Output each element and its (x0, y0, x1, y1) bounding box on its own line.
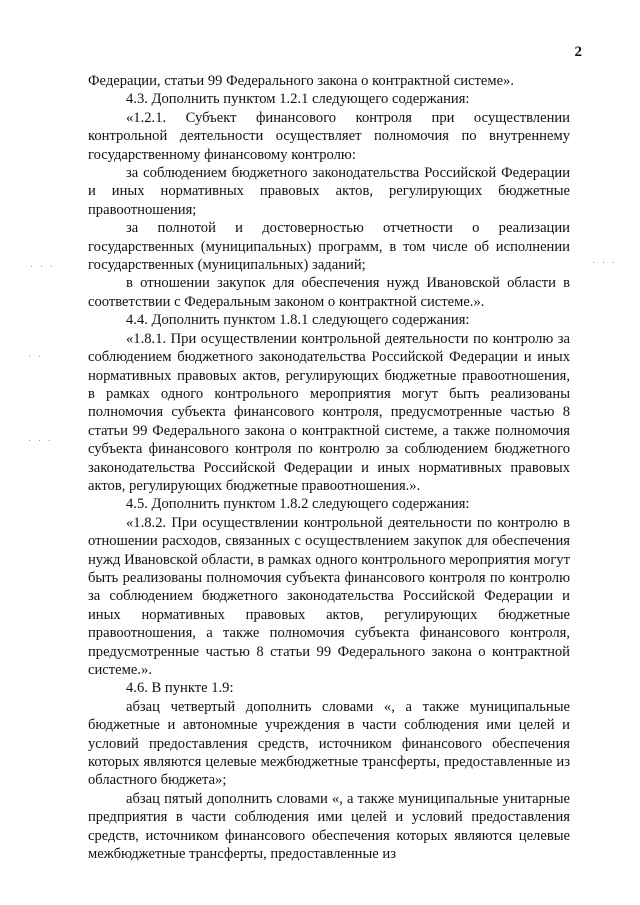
paragraph-13: абзац пятый дополнить словами «, а также муниципальные унитарные предприятия в части соблюдения ими целей и условий предоставления средств, источником финансового обеспечения которых являются целевые межбюджетные трансферты, предоставленные из (88, 790, 570, 863)
scan-speck: · · · (30, 262, 55, 273)
document-body (88, 72, 570, 863)
paragraph-5: за полнотой и достоверностью отчетности о реализации государственных (муниципальных) программ, в том числе об исполнении государственных (муниципальных) заданий; (88, 220, 570, 274)
scan-speck: · · · (28, 436, 53, 447)
paragraph-7: 4.4. Дополнить пунктом 1.8.1 следующего содержания: (126, 312, 470, 329)
paragraph-1: Федерации, статьи 99 Федерального закона о контрактной системе». (88, 73, 514, 89)
paragraph-9: 4.5. Дополнить пунктом 1.8.2 следующего содержания: (126, 496, 470, 513)
paragraph-6: в отношении закупок для обеспечения нужд Ивановской области в соответствии с Федеральным законом о контрактной системе.». (88, 275, 570, 310)
page-number: 2 (574, 44, 582, 60)
paragraph-3: «1.2.1. Субъект финансового контроля при осуществлении контрольной деятельности осуществляет полномочия по внутреннему государственному финансовому контролю: (88, 109, 570, 163)
paragraph-10: «1.8.2. При осуществлении контрольной деятельности по контролю в отношении расходов, связанных с осуществлением закупок для обеспечения нужд Ивановской области, в рамках одного контрольного мероприятия могут быть реализованы полномочия субъекта финансового контроля по контролю за соблюдением бюджетного законодательства Российской Федерации и иных нормативных правовых актов, регулирующих бюджетные правоотношения, а также полномочия субъекта финансового контроля, предусмотренные частью 8 статьи 99 Федерального закона о контрактной системе.». (88, 514, 570, 678)
paragraph-2: 4.3. Дополнить пунктом 1.2.1 следующего содержания: (126, 91, 470, 108)
paragraph-4: за соблюдением бюджетного законодательства Российской Федерации и иных нормативных правовых актов, регулирующих бюджетные правоотношения; (88, 165, 570, 218)
scan-speck: · · (28, 352, 44, 363)
paragraph-8: «1.8.1. При осуществлении контрольной деятельности по контролю за соблюдением бюджетного законодательства Российской Федерации и иных нормативных правовых актов, регулирующих бюджетные правоотношения, в рамках одного контрольного мероприятия могут быть реализованы полномочия субъекта финансового контроля, предусмотренные частью 8 статьи 99 Федерального закона о контрактной системе, а также полномочия субъекта финансового контроля по контролю за соблюдением бюджетного законодательства Российской Федерации и иных нормативных правовых актов, регулирующих бюджетные правоотношения.». (88, 330, 570, 494)
paragraph-12: абзац четвертый дополнить словами «, а также муниципальные бюджетные и автономные учреждения в части соблюдения ими целей и условий предоставления средств, источником финансового обеспечения которых являются целевые межбюджетные трансферты, предоставленные из областного бюджета»; (88, 698, 570, 789)
paragraph-11: 4.6. В пункте 1.9: (126, 680, 234, 697)
scan-speck: · · · (592, 258, 617, 269)
